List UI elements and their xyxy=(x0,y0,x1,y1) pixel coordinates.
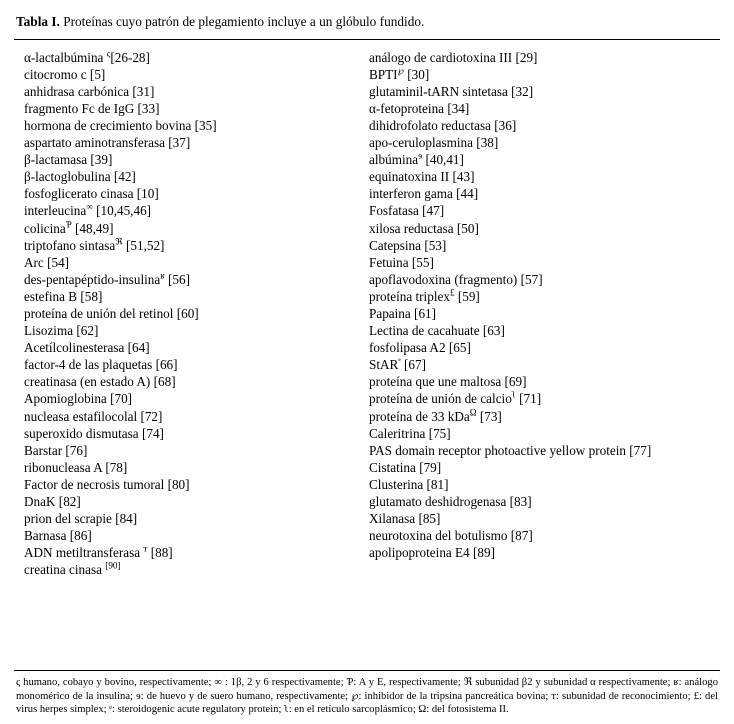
reference-citation: [36] xyxy=(494,117,517,133)
table-row xyxy=(24,288,367,305)
protein-name: Lectina de cacahuate xyxy=(369,323,483,339)
reference-citation: [48,49] xyxy=(71,220,114,236)
table-caption-label: Tabla I. xyxy=(16,14,60,29)
reference-citation: [47] xyxy=(422,203,445,219)
table-row xyxy=(24,510,367,527)
table-row xyxy=(369,339,720,356)
protein-name: fragmento Fc de IgG xyxy=(24,100,138,116)
reference-citation: [74] xyxy=(141,425,164,441)
protein-name: Barnasa xyxy=(24,528,70,544)
protein-name: BPTI xyxy=(369,66,398,82)
table-row xyxy=(369,254,720,271)
table-row xyxy=(369,305,720,322)
protein-name: Catepsina xyxy=(369,237,425,253)
protein-name: nucleasa estafilocolal xyxy=(24,408,141,424)
table-row xyxy=(24,49,367,66)
reference-citation: [59] xyxy=(454,288,480,304)
table-caption-text: Proteínas cuyo patrón de plegamiento incluye a un glóbulo fundido. xyxy=(63,14,425,29)
table-left-column xyxy=(14,49,367,579)
protein-name: des-pentapéptido-insulina xyxy=(24,271,161,287)
protein-name: glutaminil-tARN sintetasa xyxy=(369,83,512,99)
protein-name: Fosfatasa xyxy=(369,203,423,219)
reference-citation: [44] xyxy=(456,186,479,202)
reference-citation: [50] xyxy=(456,220,479,236)
reference-citation: [60] xyxy=(176,306,199,322)
table-row xyxy=(24,305,367,322)
protein-name: interleucina xyxy=(24,203,87,219)
table-body xyxy=(14,40,720,585)
protein-name: fosfoglicerato cinasa xyxy=(24,186,137,202)
table-row xyxy=(24,83,367,100)
reference-citation: [56] xyxy=(164,271,190,287)
reference-citation: [30] xyxy=(403,66,430,82)
reference-citation: [53] xyxy=(424,237,447,253)
footnote-marker: ɘ xyxy=(418,150,423,161)
reference-citation: [89] xyxy=(473,545,495,561)
protein-name: hormona de crecimiento bovina xyxy=(24,117,195,133)
protein-name: superoxido dismutasa xyxy=(24,425,142,441)
protein-name: PAS domain receptor photoactive yellow protein xyxy=(369,442,630,458)
protein-name: proteína que une maltosa xyxy=(369,374,505,390)
footnote-marker: ς xyxy=(106,48,111,59)
table-footer xyxy=(14,670,720,716)
protein-name: DnaK xyxy=(24,494,59,510)
table-row xyxy=(369,49,720,66)
protein-name: StAR xyxy=(369,357,399,373)
table-row xyxy=(24,390,367,407)
table-row xyxy=(369,83,720,100)
protein-name: prion del scrapie xyxy=(24,511,116,527)
protein-name: glutamato deshidrogenasa xyxy=(369,494,510,510)
protein-name: análogo de cardiotoxina III xyxy=(369,49,516,65)
reference-citation: [35] xyxy=(194,117,217,133)
reference-citation: [67] xyxy=(400,357,426,373)
reference-citation: [43] xyxy=(452,169,475,185)
table-row xyxy=(369,459,720,476)
reference-citation: [58] xyxy=(80,288,103,304)
protein-name: Papaina xyxy=(369,306,415,322)
protein-name: proteína triplex xyxy=(369,288,450,304)
footnote-marker: ∞ xyxy=(86,202,93,213)
table-row xyxy=(369,151,720,168)
footnote-marker: ᵉ xyxy=(398,355,401,366)
table-right-column xyxy=(367,49,720,562)
table-row xyxy=(24,373,367,390)
table-row xyxy=(369,202,720,219)
table-row xyxy=(369,442,720,459)
table-row xyxy=(24,459,367,476)
table-row xyxy=(369,271,720,288)
footnote-marker: ℜ xyxy=(115,236,123,247)
reference-citation: [51,52] xyxy=(122,237,165,253)
protein-name: α-fetoproteina xyxy=(369,100,448,116)
table-row xyxy=(24,476,367,493)
table-row xyxy=(369,425,720,442)
reference-citation: [73] xyxy=(476,408,502,424)
table-row xyxy=(24,100,367,117)
protein-name: proteína de unión de calcio xyxy=(369,391,512,407)
reference-citation: [78] xyxy=(105,459,128,475)
table-row xyxy=(24,339,367,356)
reference-citation: [72] xyxy=(140,408,163,424)
footnote-marker: [90] xyxy=(105,561,121,572)
reference-citation: [64] xyxy=(127,340,150,356)
footnote-marker: Ƥ xyxy=(65,219,72,230)
reference-citation: [83] xyxy=(509,494,532,510)
protein-name: Fetuina xyxy=(369,254,412,270)
table-row xyxy=(24,493,367,510)
protein-name: ADN metiltransferasa xyxy=(24,545,144,561)
table-row xyxy=(24,168,367,185)
reference-citation: [61] xyxy=(414,306,437,322)
table-row xyxy=(24,254,367,271)
protein-name: proteína de 33 kDa xyxy=(369,408,470,424)
table-row xyxy=(369,66,720,83)
protein-name: ribonucleasa A xyxy=(24,459,106,475)
footnotes-text: ς humano, cobayo y bovino, respectivamente; ∞ : 1β, 2 y 6 respectivamente; Ƥ: A y E, respectivamente; ℜ subunidad β2 y subunidad α respectivamente; ʁ: análogo monomérico de la insulina; ɘ: de huevo y de suero humano, respectivamente; ℘: inhibidor de la tripsina pancreática bovina; т: subunidad de reconocimiento; £: del virus herpes simplex; ᵉ: steroidogenic acute regulatory protein; ʅ: en el retículo sarcoplásmico; Ω: del fotosistema II. xyxy=(16,677,718,715)
table-row xyxy=(369,476,720,493)
protein-name: α-lactalbúmina xyxy=(24,49,107,65)
footnote-marker: ℘ xyxy=(397,65,404,76)
reference-citation: [77] xyxy=(629,442,652,458)
table-row xyxy=(369,168,720,185)
table-row xyxy=(369,356,720,373)
protein-name: neurotoxina del botulismo xyxy=(369,528,511,544)
protein-name: apolipoproteina E4 xyxy=(369,545,474,561)
reference-citation: [29] xyxy=(515,49,538,65)
table-row xyxy=(369,544,720,561)
table-row xyxy=(24,134,367,151)
reference-citation: [76] xyxy=(65,442,88,458)
protein-name: Caleritrina xyxy=(369,425,429,441)
table-caption xyxy=(14,0,720,39)
table-row xyxy=(369,100,720,117)
reference-citation: [54] xyxy=(47,254,70,270)
protein-name: interferon gama xyxy=(369,186,457,202)
table-row xyxy=(369,117,720,134)
protein-name: β-lactoglobulina xyxy=(24,169,114,185)
table-row xyxy=(24,544,367,561)
protein-name: Lisozima xyxy=(24,323,77,339)
table-row xyxy=(24,151,367,168)
table-row xyxy=(24,322,367,339)
reference-citation: [10] xyxy=(136,186,159,202)
reference-citation: [69] xyxy=(504,374,527,390)
protein-name: proteína de unión del retinol xyxy=(24,306,177,322)
reference-citation: [31] xyxy=(132,83,155,99)
table-row xyxy=(369,288,720,305)
table-row xyxy=(24,561,367,578)
reference-citation: [39] xyxy=(90,152,113,168)
reference-citation: [70] xyxy=(110,391,133,407)
reference-citation: [80] xyxy=(167,476,190,492)
reference-citation: [65] xyxy=(448,340,471,356)
table-row xyxy=(369,134,720,151)
protein-name: Barstar xyxy=(24,442,66,458)
table-row xyxy=(369,510,720,527)
protein-name: Arc xyxy=(24,254,48,270)
reference-citation: [66] xyxy=(155,357,178,373)
footnote-marker: ʅ xyxy=(511,390,516,401)
protein-name: anhidrasa carbónica xyxy=(24,83,133,99)
protein-name: citocromo c xyxy=(24,66,90,82)
reference-citation: [5] xyxy=(89,66,106,82)
reference-citation: [26-28] xyxy=(110,49,150,65)
protein-name: apoflavodoxina (fragmento) xyxy=(369,271,521,287)
footnote-marker: ʁ xyxy=(160,270,165,281)
protein-name: colicina xyxy=(24,220,66,236)
table-row xyxy=(24,185,367,202)
reference-citation: [68] xyxy=(153,374,176,390)
table-row xyxy=(24,220,367,237)
table-row xyxy=(24,271,367,288)
reference-citation: [32] xyxy=(511,83,534,99)
protein-name: fosfolipasa A2 xyxy=(369,340,449,356)
protein-name: β-lactamasa xyxy=(24,152,91,168)
table-row xyxy=(24,66,367,83)
protein-name: aspartato aminotransferasa xyxy=(24,135,169,151)
reference-citation: [79] xyxy=(419,459,442,475)
reference-citation: [84] xyxy=(115,511,138,527)
protein-name: Xilanasa xyxy=(369,511,419,527)
reference-citation: [40,41] xyxy=(422,152,464,168)
reference-citation: [34] xyxy=(447,100,470,116)
reference-citation: [71] xyxy=(515,391,542,407)
reference-citation: [63] xyxy=(482,323,505,339)
protein-name: Cistatina xyxy=(369,459,420,475)
table-row xyxy=(24,202,367,219)
table-row xyxy=(369,527,720,544)
protein-name: equinatoxina II xyxy=(369,169,453,185)
reference-citation: [33] xyxy=(137,100,160,116)
protein-name: creatinasa (en estado A) xyxy=(24,374,154,390)
reference-citation: [82] xyxy=(58,494,81,510)
reference-citation: [42] xyxy=(113,169,136,185)
reference-citation: [81] xyxy=(426,476,449,492)
table-row xyxy=(24,356,367,373)
table-row xyxy=(24,442,367,459)
table-row xyxy=(369,185,720,202)
table-row xyxy=(24,527,367,544)
protein-name: Factor de necrosis tumoral xyxy=(24,476,168,492)
table-row xyxy=(369,237,720,254)
table-row xyxy=(369,493,720,510)
protein-name: factor-4 de las plaquetas xyxy=(24,357,156,373)
protein-name: creatina cinasa xyxy=(24,562,106,578)
footnote-marker: £ xyxy=(449,287,455,298)
protein-name: albúmina xyxy=(369,152,419,168)
protein-name: Clusterina xyxy=(369,476,427,492)
reference-citation: [10,45,46] xyxy=(92,203,152,219)
protein-name: Acetílcolinesterasa xyxy=(24,340,128,356)
protein-name: triptofano sintasa xyxy=(24,237,116,253)
table-row xyxy=(369,373,720,390)
reference-citation: [38] xyxy=(476,135,499,151)
table-row xyxy=(24,425,367,442)
protein-name: estefina B xyxy=(24,288,81,304)
reference-citation: [57] xyxy=(520,271,543,287)
reference-citation: [88] xyxy=(147,545,173,561)
reference-citation: [86] xyxy=(69,528,92,544)
table-row xyxy=(24,117,367,134)
protein-name: apo-ceruloplasmina xyxy=(369,135,477,151)
table-row xyxy=(369,408,720,425)
protein-name: xilosa reductasa xyxy=(369,220,457,236)
table-columns xyxy=(14,49,720,579)
table-row xyxy=(369,220,720,237)
reference-citation: [87] xyxy=(510,528,533,544)
reference-citation: [85] xyxy=(418,511,441,527)
footnote-marker: Ω xyxy=(469,407,477,418)
table-row xyxy=(24,237,367,254)
table-row xyxy=(369,390,720,407)
table-row xyxy=(24,408,367,425)
footnote-marker: т xyxy=(143,543,148,554)
reference-citation: [75] xyxy=(428,425,451,441)
reference-citation: [62] xyxy=(76,323,99,339)
reference-citation: [37] xyxy=(168,135,191,151)
reference-citation: [55] xyxy=(411,254,434,270)
protein-name: Apomioglobina xyxy=(24,391,111,407)
table-row xyxy=(369,322,720,339)
protein-name: dihidrofolato reductasa xyxy=(369,117,495,133)
